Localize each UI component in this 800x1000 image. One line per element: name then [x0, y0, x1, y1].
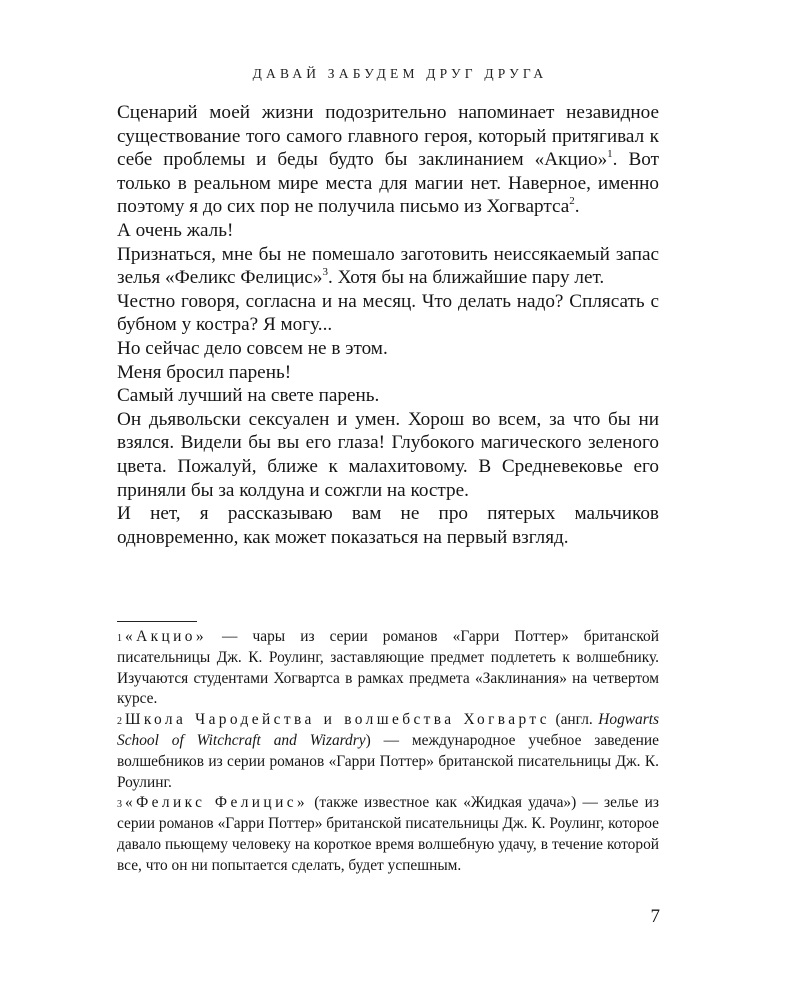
footnote-term: Школа Чародейства и волшебства Хогвартс — [125, 711, 550, 729]
footnote-ref: 1 — [607, 148, 613, 161]
text-span: . Хотя бы на ближайшие пару лет. — [327, 267, 605, 289]
text-span: . Вот только в реальном мире места для магии нет. Наверное, именно поэтому я до сих пор не получила письмо из Хогвартса — [117, 149, 659, 218]
footnote-number: 3 — [117, 799, 122, 811]
footnote-text: ) — международное учебное заведение волшебников из серии романов «Гарри Поттер» британской писательницы Дж. К. Роулинг. — [117, 731, 659, 791]
paragraph: И нет, я рассказываю вам не про пятерых мальчиков одновременно, как может показаться на первый взгляд. — [117, 503, 659, 548]
paragraph — [117, 101, 659, 219]
paragraph: Честно говоря, согласна и на месяц. Что делать надо? Сплясать с бубном у костра? Я могу... — [117, 290, 659, 336]
footnote — [117, 627, 659, 710]
footnote — [117, 710, 659, 793]
footnote-ref: 2 — [569, 195, 575, 208]
paragraph: Он дьявольски сексуален и умен. Хорош во всем, за что бы ни взялся. Видели бы вы его глаза! Глубокого магического зеленого цвета. Пожалуй, ближе к малахитовому. В Средневековье его приняли бы за колдуна и сожгли на костре. — [117, 408, 659, 501]
footnote — [117, 793, 659, 876]
footnote-number: 1 — [117, 633, 122, 644]
text-span: . — [574, 196, 580, 218]
paragraph: Самый лучший на свете парень. — [117, 385, 380, 407]
footnote-text: — чары из серии романов «Гарри Поттер» британской писательницы Дж. К. Роулинг, заставляющие предмет подлететь к волшебнику. Изучаются студентами Хогвартса в рамках предмета «Заклинания» на четвертом курсе. — [117, 628, 659, 708]
main-text — [117, 101, 659, 549]
page-number: 7 — [650, 906, 660, 927]
running-head: ДАВАЙ ЗАБУДЕМ ДРУГ ДРУГА — [252, 66, 548, 81]
paragraph: А очень жаль! — [117, 219, 234, 241]
footnote-divider — [117, 621, 197, 622]
paragraph: Но сейчас дело совсем не в этом. — [117, 337, 388, 359]
footnote-term: «Акцио» — [125, 628, 207, 645]
paragraph — [117, 243, 659, 290]
footnote-number: 2 — [117, 716, 122, 728]
footnote-ref: 3 — [322, 266, 328, 279]
footnotes — [117, 627, 659, 877]
footnote-term: «Феликс Фелицис» — [125, 794, 309, 812]
footnote-text: (также известное как «Жидкая удача») — зелье из серии романов «Гарри Поттер» британской писательницы Дж. К. Роулинг, которое давало пьющему человеку на короткое время волшебную удачу, в течение которой все, что он ни попытается сделать, будет успешным. — [117, 794, 659, 874]
footnote-italic: Hogwarts School of Witchcraft and Wizardry — [117, 711, 659, 749]
text-span: Сценарий моей жизни подозрительно напоминает незавидное существование того самого главного героя, который притягивал к себе проблемы и беды будто бы заклинанием «Акцио» — [117, 102, 659, 171]
paragraph: Меня бросил парень! — [117, 361, 292, 383]
text-span: Признаться, мне бы не помешало заготовить неиссякаемый запас зелья «Феликс Фелицис» — [117, 243, 659, 289]
footnote-text: (англ. — [549, 711, 599, 729]
